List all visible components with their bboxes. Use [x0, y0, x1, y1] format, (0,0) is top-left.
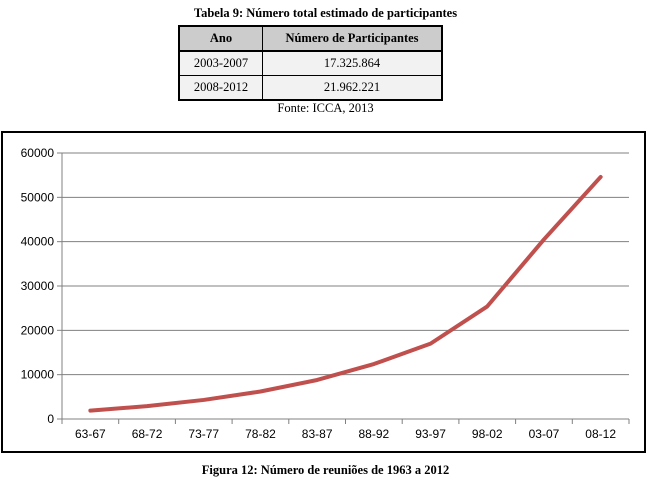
- table-header-row: [179, 26, 442, 51]
- table-caption: Tabela 9: Número total estimado de participantes: [193, 6, 458, 20]
- column-header-participants: Número de Participantes: [263, 26, 443, 51]
- y-tick-label: 60000: [20, 146, 54, 160]
- y-tick-label: 30000: [20, 279, 54, 293]
- x-tick-label: 98-02: [471, 427, 503, 441]
- x-tick-label: 68-72: [131, 427, 163, 441]
- table-source: Fonte: ICCA, 2013: [277, 101, 374, 115]
- x-tick-label: 93-97: [415, 427, 446, 441]
- line-chart: [3, 133, 644, 451]
- table-cell-year: 2003-2007: [179, 51, 263, 76]
- series-line: [90, 177, 600, 411]
- y-tick-label: 10000: [20, 367, 54, 382]
- y-tick-label: 20000: [20, 323, 54, 338]
- x-tick-label: 83-87: [301, 427, 333, 441]
- y-tick-label: 40000: [20, 234, 54, 249]
- x-tick-label: 88-92: [358, 427, 390, 441]
- participants-table: [178, 25, 443, 101]
- x-tick-label: 63-67: [74, 427, 106, 441]
- x-tick-label: 08-12: [585, 427, 617, 441]
- figure-caption: Figura 12: Número de reuniões de 1963 a 2012: [201, 463, 450, 477]
- y-tick-label: 0: [47, 412, 54, 426]
- table-cell-year: 2008-2012: [179, 76, 263, 101]
- table-cell-participants: 21.962.221: [263, 76, 443, 101]
- chart-frame: [1, 131, 646, 453]
- y-tick-label: 50000: [20, 190, 54, 205]
- x-tick-label: 03-07: [528, 427, 560, 441]
- table-row: [179, 76, 442, 101]
- x-tick-label: 78-82: [245, 427, 276, 441]
- x-tick-label: 73-77: [188, 427, 220, 441]
- table-row: [179, 51, 442, 76]
- column-header-year: Ano: [179, 26, 263, 51]
- table-cell-participants: 17.325.864: [263, 51, 443, 76]
